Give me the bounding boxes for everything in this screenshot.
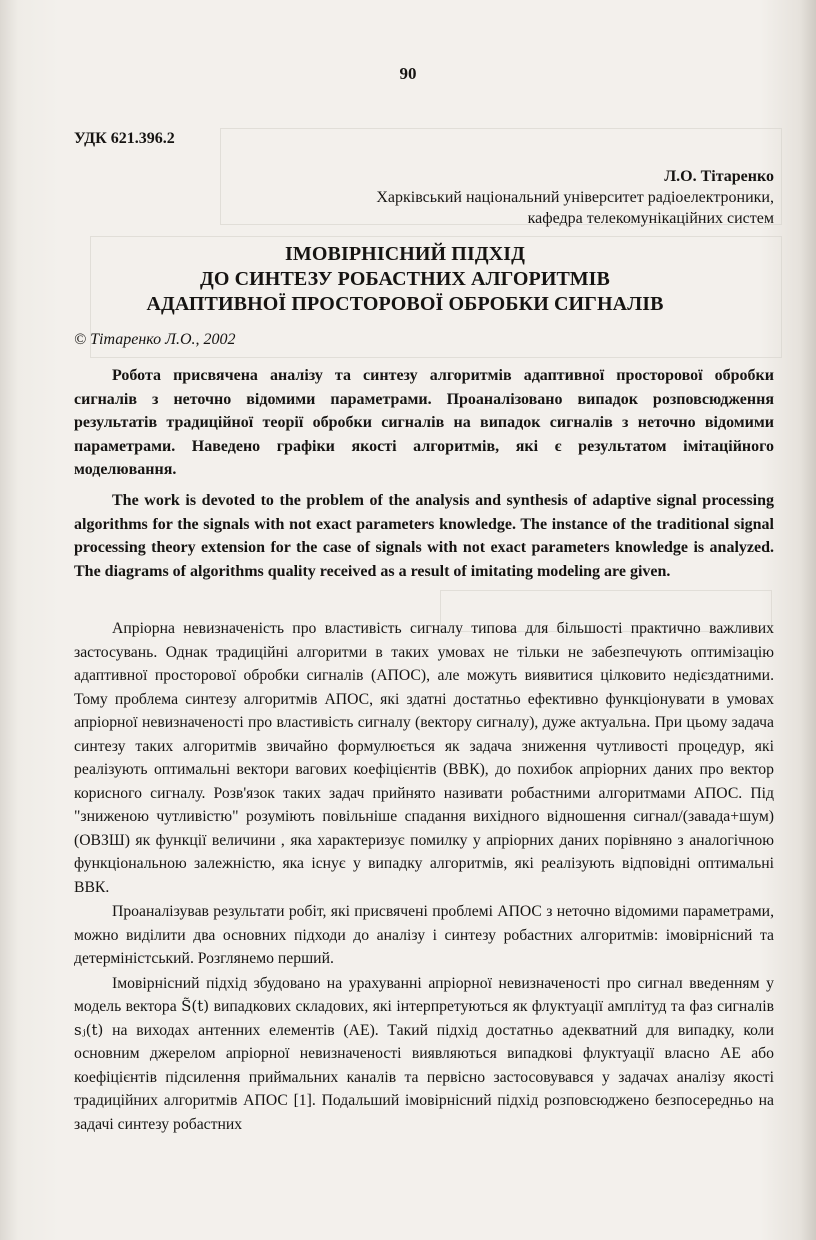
title-line: ІМОВІРНІСНИЙ ПІДХІД: [285, 243, 525, 265]
body-paragraph: Проаналізував результати робіт, які присвячені проблемі АПОС з неточно відомими параметрами, можно виділити два основних підходи до аналізу і синтезу робастних алгоритмів: імовірнісний та детерміністський. Розглянемо перший.: [74, 903, 774, 967]
author-department: кафедра телекомунікаційних систем: [527, 210, 774, 227]
author-name: Л.О. Тітаренко: [664, 168, 774, 185]
copyright-notice: © Тітаренко Л.О., 2002: [74, 331, 236, 348]
body-text-segment: на виходах антенних елементів (АЕ). Такий підхід достатньо адекватний для випадку, коли основним джерелом апріорної невизначеності виявляються випадкові флуктуації власно АЕ або коефіцієнтів підсилення приймальних каналів та первісно застосовувався у задачах аналізу якості традиційних алгоритмів АПОС [1]. Подальший імовірнісний підхід розповсюджено безпосередньо на задачі синтезу робастних: [74, 1021, 774, 1133]
page-number: 90: [399, 64, 417, 83]
body-text-segment: випадкових складових, які інтерпретуються як флуктуації амплітуд та фаз сигналів: [213, 998, 775, 1015]
formula-signal-vector: S̃(t): [181, 997, 210, 1015]
author-affiliation: Харківський національний університет радіоелектроники,: [376, 189, 774, 206]
title-line: АДАПТИВНОЇ ПРОСТОРОВОЇ ОБРОБКИ СИГНАЛІВ: [146, 293, 664, 315]
body-paragraph: Апріорна невизначеність про властивість сигналу типова для більшості практично важливих застосувань. Однак традиційні алгоритми в таких умовах не тільки не забезпечують оптимізацію адаптивної просторової обробки сигналів (АПОС), але можуть виявитися цілковито недієздатними. Тому проблема синтезу алгоритмів АПОС, які здатні достатньо ефективно функціонувати в умовах апріорної невизначеності про властивість сигналу (вектору сигналу), дуже актуальна. При цьому задача синтезу таких алгоритмів звичайно формулюється як задача зниження чутливості процедур, які реалізують оптимальні вектори вагових коефіцієнтів (ВВК), до похибок апріорних даних про вектор корисного сигналу. Розв'язок таких задач прийнято називати робастними алгоритмами АПОС. Під "зниженою чутливістю" розуміють повільніше спадання вихідного відношення сигнал/(завада+шум) (ОВЗШ) як функції величини , яка характеризує помилку у апріорних даних порівняно з аналогічною функціональною залежністю, яка існує у випадку алгоритмів, які реалізують відповідні оптимальні ВВК.: [74, 620, 774, 896]
author-block: [174, 166, 774, 229]
abstract-ua-text: Робота присвячена аналізу та синтезу алгоритмів адаптивної просторової обробки сигналів з неточно відомими параметрами. Проаналізовано випадок розповсюдження результатів традиційної теорії обробки сигналів на випадок сигналів з неточно відомими параметрами. Наведено графіки якості алгоритмів, які є результатом імітаційного моделювання.: [74, 367, 774, 478]
body-paragraph: [74, 972, 774, 1137]
formula-signal-component: sⱼ(t): [74, 1020, 104, 1039]
article-body: [74, 617, 774, 1137]
abstract-en-text: The work is devoted to the problem of the analysis and synthesis of adaptive signal processing algorithms for the signals with not exact parameters knowledge. The instance of the traditional signal processing theory extension for the case of signals with not exact parameters knowledge is analyzed. The diagrams of algorithms quality received as a result of imitating modeling are given.: [74, 492, 774, 580]
body-text-segment: Імовірнісний підхід збудовано на урахуванні апріорної невизначеності про сигнал введенням у модель вектора: [74, 974, 774, 1015]
udk-code: УДК 621.396.2: [74, 130, 175, 147]
title-line: ДО СИНТЕЗУ РОБАСТНИХ АЛГОРИТМІВ: [199, 268, 610, 290]
article-title: [60, 242, 750, 317]
abstract-ukrainian: [74, 364, 774, 482]
abstract-english: [74, 489, 774, 583]
